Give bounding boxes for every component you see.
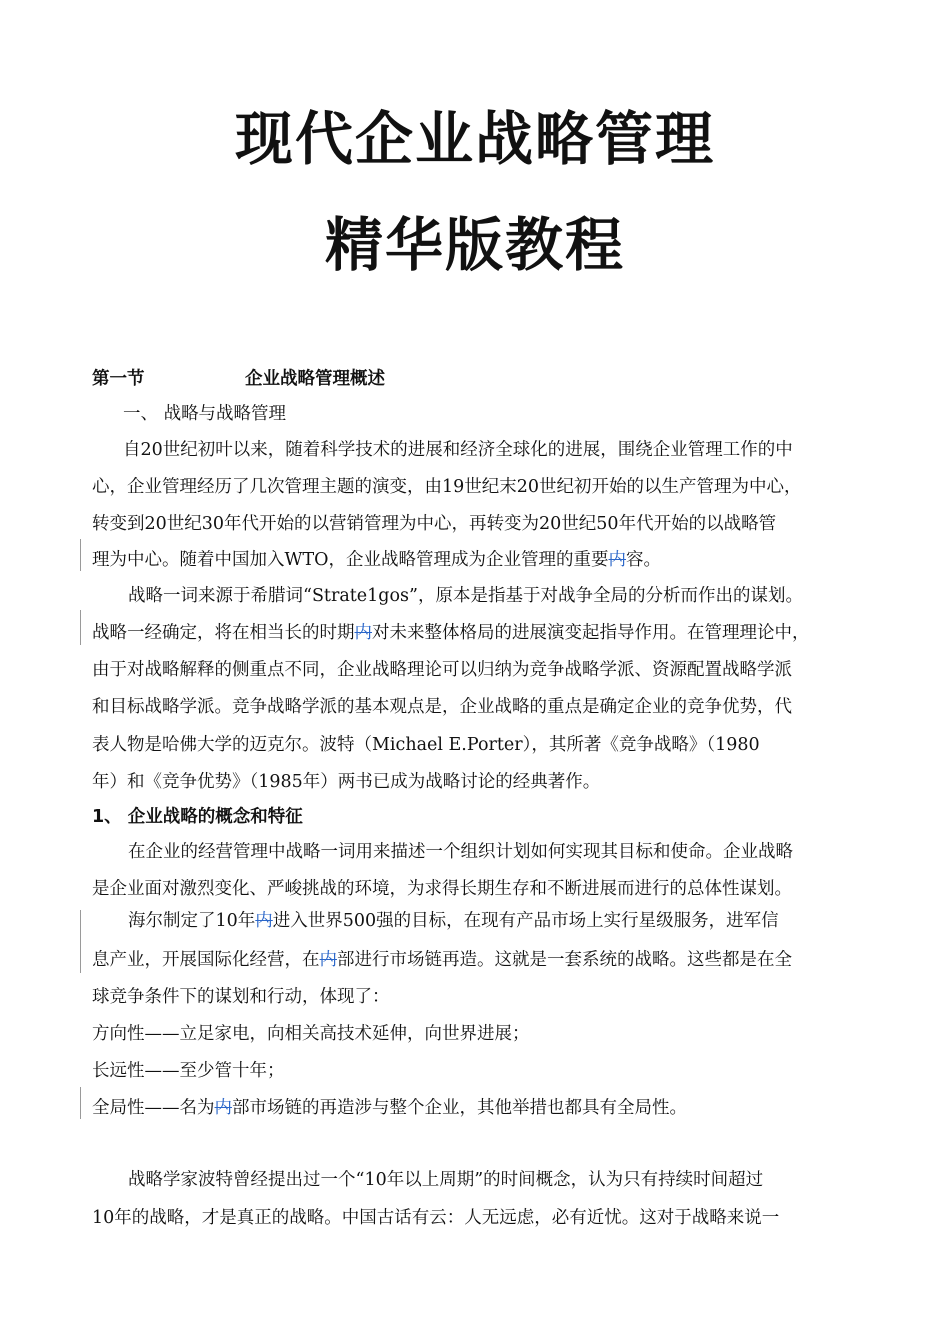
paragraph-line: 表人物是哈佛大学的迈克尔。波特（Michael E.Porter），其所著《竞争战略》（1980: [92, 735, 760, 755]
section-name: 企业战略管理概述: [245, 369, 385, 389]
paragraph-line: 战略学家波特曾经提出过一个“10年以上周期”的时间概念，认为只有持续时间超过: [128, 1170, 764, 1190]
revision-bar: [80, 610, 81, 645]
paragraph-line: 10年的战略，才是真正的战略。中国古话有云：人无远虑，必有近忧。这对于战略来说一: [92, 1208, 780, 1228]
paragraph-line: 息产业，开展国际化经营，在内部进行市场链再造。这就是一套系统的战略。这些都是在全: [92, 950, 792, 970]
subheading-1: 一、 战略与战略管理: [123, 404, 287, 424]
section-heading: [92, 369, 385, 389]
deleted-text: 内: [214, 1098, 232, 1118]
paragraph-line: 转变到20世纪30年代开始的以营销管理为中心，再转变为20世纪50年代开始的以战略管: [92, 514, 777, 534]
paragraph-line: 战略一经确定，将在相当长的时期内对未来整体格局的进展演变起指导作用。在管理理论中，: [92, 623, 810, 643]
list-line: 长远性——至少管十年；: [92, 1061, 285, 1081]
revision-bar: [80, 910, 81, 973]
paragraph-line: 理为中心。随着中国加入WTO，企业战略管理成为企业管理的重要内容。: [92, 550, 662, 570]
list-line: 方向性——立足家电，向相关高技术延伸，向世界进展；: [92, 1024, 530, 1044]
document-title: 现代企业战略管理: [234, 105, 715, 173]
paragraph-line: 是企业面对激烈变化、严峻挑战的环境，为求得长期生存和不断进展而进行的总体性谋划。: [92, 879, 792, 899]
revision-bar: [80, 1087, 81, 1119]
section-number: 第一节: [92, 369, 145, 389]
list-line: 全局性——名为内部市场链的再造涉与整个企业，其他举措也都具有全局性。: [92, 1098, 687, 1118]
paragraph-line: 在企业的经营管理中战略一词用来描述一个组织计划如何实现其目标和使命。企业战略: [128, 842, 793, 862]
deleted-text: 内: [608, 550, 627, 570]
document-subtitle: 精华版教程: [324, 211, 625, 279]
paragraph-line: 和目标战略学派。竞争战略学派的基本观点是，企业战略的重点是确定企业的竞争优势，代: [92, 697, 792, 717]
paragraph-line: 战略一词来源于希腊词“Strate1gos”，原本是指基于对战争全局的分析而作出的谋划。: [128, 586, 803, 606]
paragraph-line: 心，企业管理经历了几次管理主题的演变，由19世纪末20世纪初开始的以生产管理为中心，: [92, 477, 802, 497]
subheading-2: 1、 企业战略的概念和特征: [92, 807, 303, 827]
revision-bar: [80, 539, 81, 571]
paragraph-line: 年）和《竞争优势》（1985年）两书已成为战略讨论的经典著作。: [92, 772, 601, 792]
deleted-text: 内: [255, 911, 273, 931]
deleted-text: 内: [354, 623, 372, 643]
paragraph-line: 球竞争条件下的谋划和行动，体现了：: [92, 987, 390, 1007]
deleted-text: 内: [319, 950, 337, 970]
paragraph-line: 海尔制定了10年内进入世界500强的目标，在现有产品市场上实行星级服务，进军信: [128, 911, 779, 931]
paragraph-line: 由于对战略解释的侧重点不同，企业战略理论可以归纳为竞争战略学派、资源配置战略学派: [92, 660, 792, 680]
paragraph-line: 自20世纪初叶以来，随着科学技术的进展和经济全球化的进展，围绕企业管理工作的中: [123, 440, 793, 460]
